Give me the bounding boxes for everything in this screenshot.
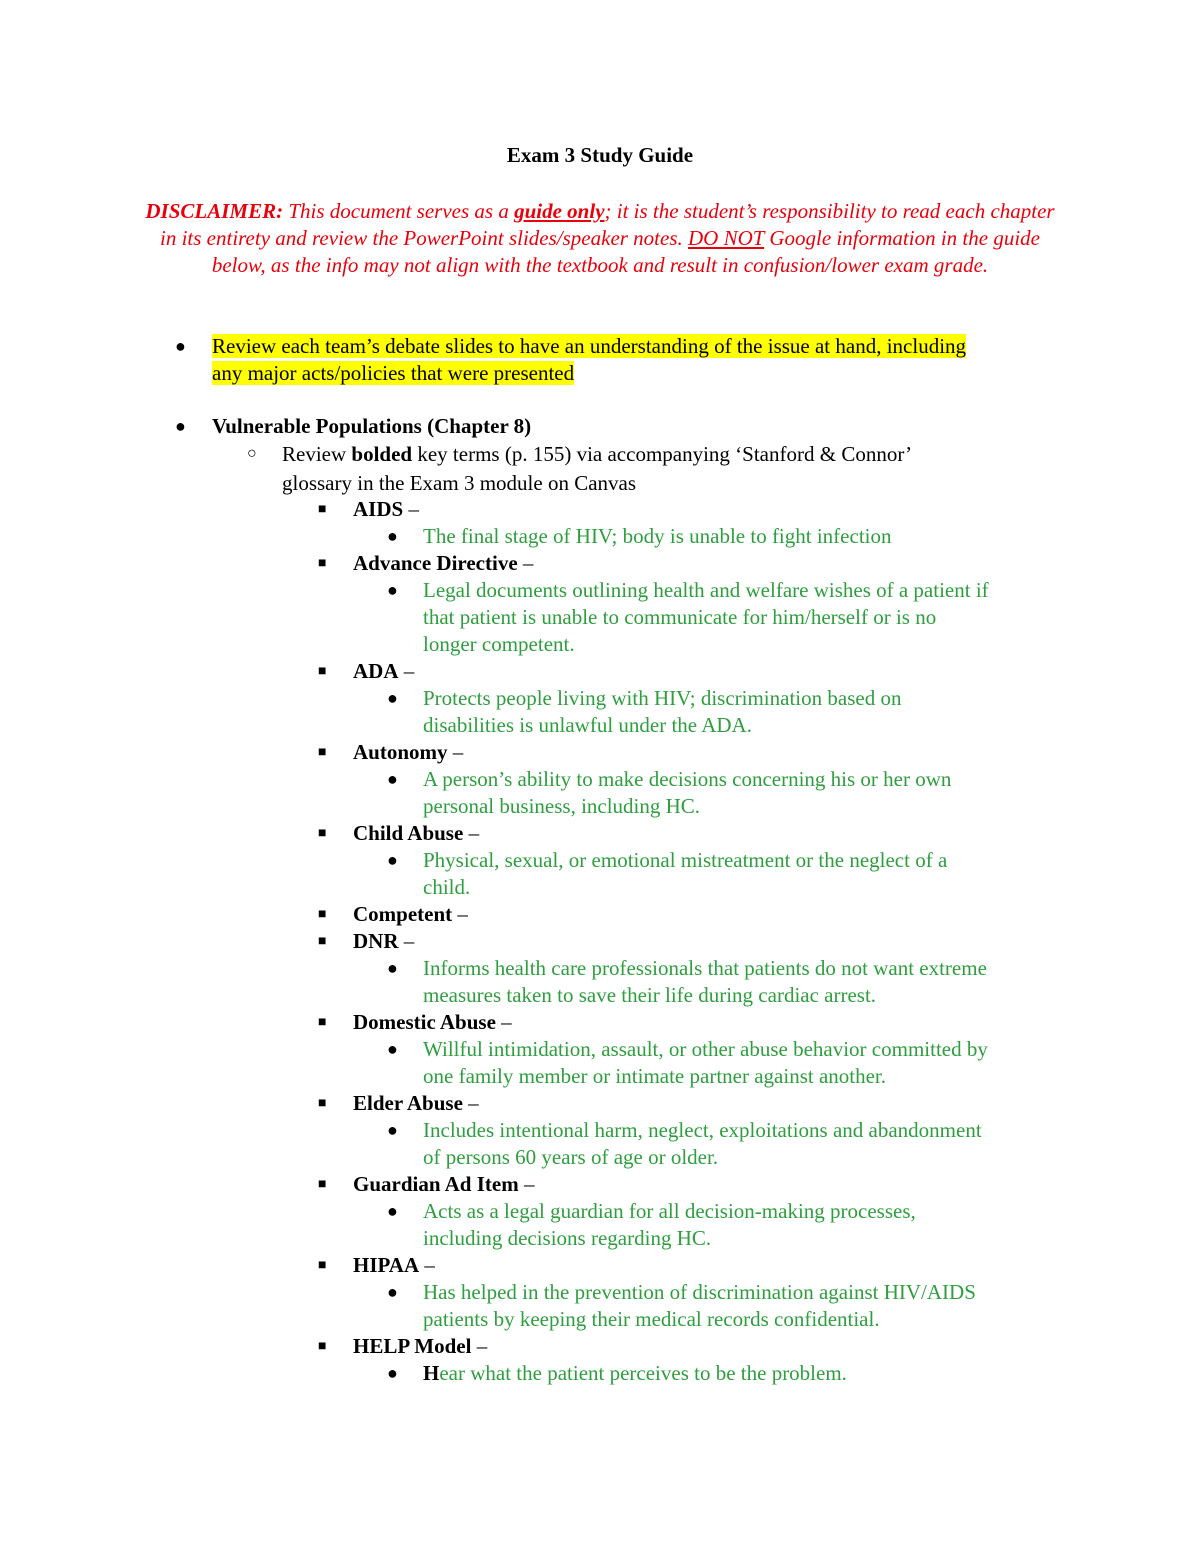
term-definition [423, 685, 1073, 739]
term-label: Autonomy [353, 740, 448, 764]
term-definition [423, 847, 1073, 901]
section-intro [282, 440, 1042, 498]
term-definition [423, 1117, 1073, 1171]
bullet-dot-icon: ● [387, 1363, 398, 1383]
intro-bold: bolded [351, 442, 413, 466]
bullet-square-icon: ■ [318, 1096, 327, 1111]
disclaimer-text-1: This document serves as a [283, 199, 515, 223]
definition-line: Informs health care professionals that patients do not want extreme [423, 956, 987, 980]
term-label: DNR [353, 929, 399, 953]
intro-text-b: key terms (p. 155) via accompanying ‘Stanford & Connor’ [412, 442, 913, 466]
term-dash: – [517, 551, 534, 575]
bullet-circle-icon: ○ [247, 445, 257, 462]
definition-line: measures taken to save their life during cardiac arrest. [423, 983, 877, 1007]
review-item [212, 333, 1072, 387]
bullet-square-icon: ■ [318, 664, 327, 679]
section-heading: Vulnerable Populations (Chapter 8) [212, 414, 532, 438]
definition-line: Physical, sexual, or emotional mistreatment or the neglect of a [423, 848, 948, 872]
disclaimer [140, 198, 1060, 279]
term-dash: – [447, 740, 464, 764]
term-dash: – [419, 1253, 435, 1277]
definition-line: Protects people living with HIV; discrimination based on [423, 686, 902, 710]
bullet-dot-icon: ● [387, 1201, 398, 1221]
help-letter: H [423, 1361, 440, 1385]
definition-line: including decisions regarding HC. [423, 1226, 712, 1250]
term-label: AIDS [353, 497, 404, 521]
review-line-1: Review each team’s debate slides to have an understanding of the issue at hand, including [212, 334, 967, 358]
definition-line: Legal documents outlining health and welfare wishes of a patient if [423, 578, 989, 602]
term-definition [423, 577, 1073, 658]
bullet-dot-icon: ● [175, 416, 186, 436]
term-label: Child Abuse [353, 821, 464, 845]
term-label: Competent [353, 902, 453, 926]
term-dash: – [452, 902, 468, 926]
term-dash: – [518, 1172, 535, 1196]
term-item [353, 1333, 1053, 1360]
term-label: Guardian Ad Item [353, 1172, 519, 1196]
term-item [353, 1009, 1053, 1036]
term-dash: – [495, 1010, 512, 1034]
term-item [353, 1171, 1053, 1198]
disclaimer-text-3: Google information in the guide below, as the info may not align with the textbook and result in confusion/lower exam grade. [211, 226, 1040, 277]
term-label: Advance Directive [353, 551, 518, 575]
definition-line: Includes intentional harm, neglect, exploitations and abandonment [423, 1118, 982, 1142]
bullet-dot-icon: ● [387, 769, 398, 789]
term-dash: – [462, 1091, 479, 1115]
bullet-square-icon: ■ [318, 1177, 327, 1192]
term-label: HIPAA [353, 1253, 420, 1277]
term-item [353, 658, 1053, 685]
bullet-square-icon: ■ [318, 502, 327, 517]
bullet-dot-icon: ● [387, 1120, 398, 1140]
definition-line: Has helped in the prevention of discrimination against HIV/AIDS [423, 1280, 976, 1304]
definition-line: disabilities is unlawful under the ADA. [423, 713, 752, 737]
term-item [353, 739, 1053, 766]
bullet-dot-icon: ● [387, 526, 398, 546]
term-dash: – [403, 497, 419, 521]
term-definition [423, 955, 1073, 1009]
definition-line: Acts as a legal guardian for all decision-making processes, [423, 1199, 916, 1223]
term-definition [423, 766, 1073, 820]
bullet-dot-icon: ● [387, 1039, 398, 1059]
review-line-2: any major acts/policies that were presented [212, 361, 575, 385]
bullet-dot-icon: ● [387, 1282, 398, 1302]
definition-line: personal business, including HC. [423, 794, 701, 818]
disclaimer-emphasis: guide only [514, 199, 605, 223]
term-definition [423, 1360, 1073, 1387]
term-label: HELP Model [353, 1334, 472, 1358]
document-title: Exam 3 Study Guide [506, 143, 694, 167]
bullet-square-icon: ■ [318, 907, 327, 922]
term-label: Domestic Abuse [353, 1010, 496, 1034]
bullet-square-icon: ■ [318, 556, 327, 571]
term-definition [423, 1198, 1073, 1252]
definition-line: A person’s ability to make decisions concerning his or her own [423, 767, 952, 791]
term-item [353, 1252, 1053, 1279]
bullet-square-icon: ■ [318, 745, 327, 760]
term-item [353, 550, 1053, 577]
bullet-dot-icon: ● [387, 958, 398, 978]
term-label: Elder Abuse [353, 1091, 463, 1115]
term-definition [423, 1279, 1073, 1333]
definition-line: of persons 60 years of age or older. [423, 1145, 719, 1169]
definition-line: The final stage of HIV; body is unable to fight infection [423, 524, 892, 548]
bullet-square-icon: ■ [318, 1258, 327, 1273]
term-item [353, 820, 1053, 847]
bullet-dot-icon: ● [387, 688, 398, 708]
definition-line: longer competent. [423, 632, 575, 656]
term-item [353, 1090, 1053, 1117]
term-definition [423, 1036, 1073, 1090]
definition-line [423, 1360, 1073, 1387]
intro-text-a: Review [282, 442, 352, 466]
definition-line: one family member or intimate partner against another. [423, 1064, 887, 1088]
intro-line-2: glossary in the Exam 3 module on Canvas [282, 471, 637, 495]
term-dash: – [398, 929, 415, 953]
bullet-square-icon: ■ [318, 1339, 327, 1354]
disclaimer-do-not: DO NOT [688, 226, 765, 250]
bullet-dot-icon: ● [387, 580, 398, 600]
term-dash: – [398, 659, 415, 683]
definition-text: ear what the patient perceives to be the problem. [439, 1361, 847, 1385]
bullet-dot-icon: ● [175, 336, 186, 356]
definition-line: that patient is unable to communicate for him/herself or is no [423, 605, 937, 629]
bullet-dot-icon: ● [387, 850, 398, 870]
disclaimer-text-2: ; it is the student’s responsibility to read each chapter in its entirety and review the PowerPoint slides/speaker notes. [160, 199, 1055, 250]
term-label: ADA [353, 659, 399, 683]
definition-line: child. [423, 875, 471, 899]
definition-line: patients by keeping their medical records confidential. [423, 1307, 880, 1331]
term-item [353, 496, 1053, 523]
bullet-square-icon: ■ [318, 1015, 327, 1030]
term-dash: – [463, 821, 480, 845]
disclaimer-label: DISCLAIMER: [145, 199, 284, 223]
term-item [353, 901, 1053, 928]
bullet-square-icon: ■ [318, 934, 327, 949]
term-item [353, 928, 1053, 955]
term-definition [423, 523, 1073, 550]
definition-line: Willful intimidation, assault, or other abuse behavior committed by [423, 1037, 988, 1061]
bullet-square-icon: ■ [318, 826, 327, 841]
term-dash: – [471, 1334, 488, 1358]
